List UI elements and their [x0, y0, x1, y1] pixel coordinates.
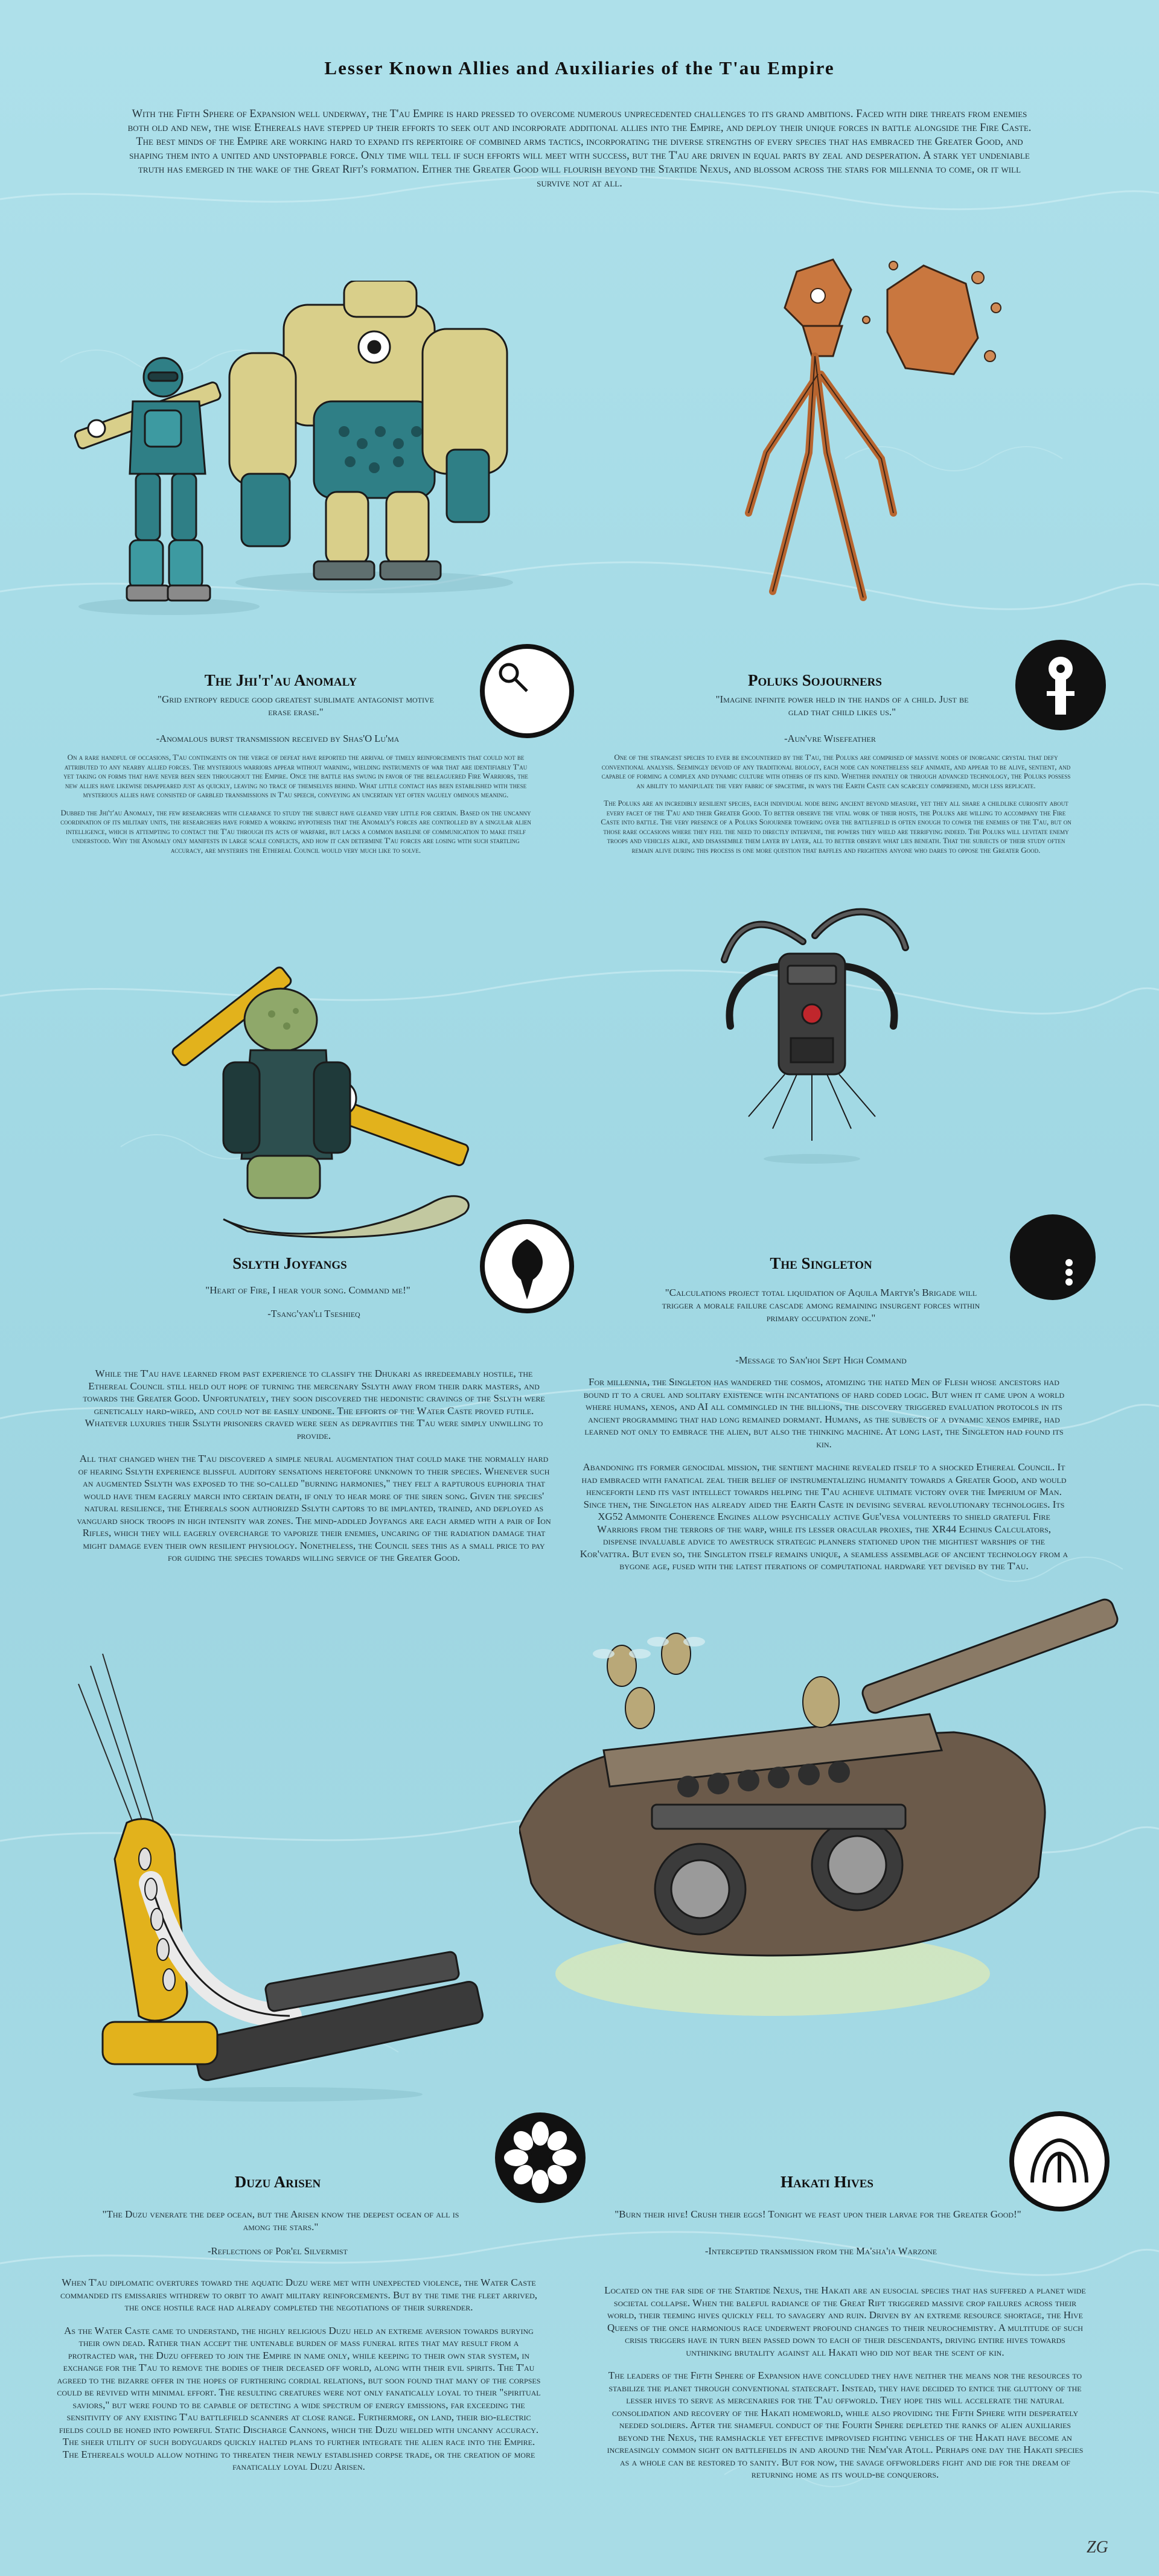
- entry-name-poluks: Poluks Sojourners: [748, 671, 882, 689]
- hive-arch-emblem-icon: [1009, 2111, 1110, 2211]
- sslyth-illustration: [151, 960, 489, 1243]
- entry-body-singleton: [580, 1376, 1068, 1584]
- entry-attribution-duzu: -Reflections of Por'el Silvermist: [208, 2245, 348, 2257]
- entry-paragraph: Abandoning its former genocidal mission, the sentient machine revealed itself to a shocked Ethereal Council. It had embraced with fanatical zeal their belief of instrumentalizing humanity towards a Greater Good, and would henceforth lend its vast intellect towards helping the T'au achieve ultimate victory over the Imperium of Man. Since then, the Singleton has already aided the Earth Caste in devising several revolutionary technologies. Its XG52 Ammonite Coherence Engines allow psychically active Gue'vesa volunteers to shield grateful Fire Warriors from the terrors of the warp, while its lesser oracular proxies, the XR44 Echinus Calculators, dispense invaluable advice to awestruck strategic planners stationed upon the mightiest warships of the Kor'vattra. But even so, the Singleton itself remains unique, a seamless assemblage of ancient technology from a bygone age, fused with the latest iterations of computational hardware yet devised by the T'au.: [580, 1461, 1068, 1572]
- entry-name-jhitau: The Jhi't'au Anomaly: [204, 671, 357, 689]
- entry-name-sslyth: Sslyth Joyfangs: [232, 1254, 347, 1272]
- entry-attribution-jhitau: -Anomalous burst transmission received by Shas'O Lu'ma: [156, 733, 400, 744]
- entry-quote-duzu: "The Duzu venerate the deep ocean, but the Arisen know the deepest ocean of all is among the stars.": [102, 2208, 459, 2233]
- entry-paragraph: On a rare handful of occasions, T'au contingents on the verge of defeat have reported the arrival of timely reinforcements that could not be attributed to any nearby allied forces. The mysterious warriors appear without warning, wielding instruments of war that are identifiably T'au yet taking on forms that have never been seen throughout the Empire. Once the battle has swung in favor of the beleaguered Fire Warriors, the new allies have likewise disappeared just as quickly, leaving no trace of themselves behind. What little contact has been established with these mysterious allies have consisted of garbled transmissions in T'au speech, conveying an uncertain yet often vaguely ominous meaning.: [63, 753, 528, 799]
- entry-attribution-hakati: -Intercepted transmission from the Ma'sha'ia Warzone: [704, 2245, 937, 2257]
- flame-emblem-icon: [480, 1219, 574, 1313]
- entry-quote-singleton: "Calculations project total liquidation of Aquila Martyr's Brigade will trigger a morale failure cascade among remaining insurgent forces within primary occupation zone.": [662, 1287, 980, 1324]
- entry-attribution-singleton: -Message to San'hoi Sept High Command: [735, 1354, 907, 1366]
- dotted-orb-emblem-icon: [1010, 1214, 1096, 1300]
- entry-quote-jhitau: "Grid entropy reduce good greatest sublimate antagonist motive erase erase.": [158, 693, 434, 718]
- entry-body-jhitau: [60, 753, 531, 863]
- entry-paragraph: As the Water Caste came to understand, the highly religious Duzu held an extreme aversion towards burying their own dead. Rather than accept the untenable burden of mass funeral rites that may result from a protracted war, the Duzu offered to join the Empire in name only, while keeping to their own star system, in exchange for the T'au to remove the bodies of their deceased off world, along with their evil spirits. The T'au agreed to the bizarre offer in the hopes of furthering cordial relations, but soon found that many of the corpses could be revived with minimal effort. The resulting creatures were not only fanatically loyal to their "spiritual saviors," but were found to be capable of detecting a wide spectrum of energy emissions, far exceeding the sensitivity of any existing T'au battlefield scanners at close range. Furthermore, on land, their bio-electric fields could be honed into powerful Static Discharge Cannons, which the Duzu wielded with uncanny accuracy. The sheer utility of such bodyguards quickly halted plans to further integrate the alien race into the Empire. The Ethereals would allow nothing to threaten their newly established corpse trade, or the creation of more fanatically loyal Duzu Arisen.: [57, 2324, 541, 2472]
- artist-signature: ZG: [1087, 2538, 1108, 2557]
- entry-attribution-sslyth: -Tsang'yan'li Tseshieq: [267, 1308, 360, 1319]
- entry-paragraph: All that changed when the T'au discovered a simple neural augmentation that could make the normally hard of hearing Sslyth experience blissful auditory sensations heretofore unknown to their species. Whenever such an augmented Sslyth was exposed to the so-called "burning harmonies," they felt a rapturous euphoria that would have them eagerly march into certain death, if only to hear more of the siren song. Given the species' natural resilience, the Ethereals soon authorized Sslyth captors to be implanted, trained, and deployed as vanguard shock troops in high intensity war zones. The mind-addled Joyfangs are each armed with a pair of Ion Rifles, which they will eagerly overcharge to vaporize their enemies, uncaring of the radiation damage that might damage even their own resilient physiology. Nonetheless, the Council sees this as a small price to pay for guiding the species towards willing service of the Greater Good.: [77, 1453, 551, 1563]
- poluks-illustration: [712, 253, 1026, 640]
- entry-paragraph: The Poluks are an incredibly resilient species, each individual node being ancient beyond measure, yet they all share a childlike curiosity about every facet of the T'au and their Greater Good. To better observe the vital work of their hosts, the Poluks are willing to accompany the Fire Caste into battle. The very presence of a Poluks Sojourner towering over the battlefield is often enough to cower the enemies of the T'au, but on those rare occasions where they feel the need to directly intervene, the powers they wield are terrifying indeed. The Poluks will levitate enemy troops and vehicles alike, and disassemble them layer by layer, all to better observe what lies beneath. That the subjects of their study often remain alive during this process is one more question that baffles and frightens anyone who dares to oppose the Greater Good.: [601, 799, 1071, 855]
- duzu-illustration: [36, 1630, 531, 2112]
- hakati-illustration: [519, 1593, 1135, 2064]
- entry-quote-sslyth: "Heart of Fire, I hear your song. Command me!": [205, 1284, 410, 1296]
- entry-quote-poluks: "Imagine infinite power held in the hands of a child. Just be glad that child likes us.": [715, 693, 969, 718]
- entry-paragraph: Located on the far side of the Startide Nexus, the Hakati are an eusocial species that has suffered a planet wide societal collapse. When the baleful radiance of the Great Rift triggered massive crop failures across their world, their teeming hives quickly fell to savagery and ruin. Driven by an extreme resource shortage, the Hive Queens of the once harmonious race underwent profound changes to their neurochemistry. A multitude of such crisis triggers have in turn been passed down to each of their descendants, driving entire hives towards unthinking brutality against all Hakati who did not bear the scent of kin.: [604, 2284, 1086, 2358]
- entry-attribution-poluks: -Aun'vre Wisefeather: [784, 733, 876, 744]
- entry-name-duzu: Duzu Arisen: [234, 2173, 321, 2191]
- keyhole-totem-emblem-icon: [1015, 640, 1106, 730]
- entry-body-hakati: [604, 2284, 1087, 2492]
- entry-paragraph: For millennia, the Singleton has wandered the cosmos, atomizing the hated Men of Flesh whose ancestors had bound it to a cruel and solitary existence with incantations of hard coded logic. But when it came upon a world where humans, xenos, and AI all commingled in the billions, the discovery triggered evaluation protocols in its ancient programming that had long remained dormant. Humans, as the subjects of a dynamic xenos empire, had learned not only to embrace the alien, but also the thinking machine. At long last, the Singleton had found its kin.: [583, 1376, 1065, 1450]
- entry-paragraph: While the T'au have learned from past experience to classify the Dhukari as irredeemably hostile, the Ethereal Council still held out hope of turning the mercenary Sslyth away from their dark masters, and towards the Greater Good. Unfortunately, they soon discovered the hedonistic cravings of the Sslyth were genetically hard-wired, and could not be easily undone. The efforts of the Water Caste proved futile. Whatever luxuries their Sslyth prisoners craved were seen as depravities the T'au were simply unwilling to provide.: [83, 1368, 545, 1441]
- singleton-illustration: [700, 875, 924, 1177]
- entry-quote-hakati: "Burn their hive! Crush their eggs! Tonight we feast upon their larvae for the Greater Good!": [615, 2208, 1021, 2220]
- intro-paragraph: With the Fifth Sphere of Expansion well underway, the T'au Empire is hard pressed to overcome numerous unprecedented challenges to its grand ambitions. Faced with dire threats from enemies both old and new, the wise Ethereals have stepped up their efforts to seek out and incorporate additional allies into the Empire, and deploy their unique forces in battle alongside the Fire Caste. The best minds of the Empire are working hard to expand its repertoire of combined arms tactics, incorporating the diverse strengths of every species that has embraced the Greater Good, and shaping them into a united and unstoppable force. Only time will tell if such efforts will meet with success, but the T'au are driven in equal parts by zeal and desperation. A stark yet undeniable truth has emerged in the wake of the Great Rift's formation. Either the Greater Good will flourish beyond the Startide Nexus, and blossom across the stars for millennia to come, or it will survive not at all.: [127, 108, 1032, 190]
- entry-paragraph: The leaders of the Fifth Sphere of Expansion have concluded they have neither the means nor the resources to stabilize the planet through conventional statecraft. Instead, they have decided to entice the gluttony of the lesser hives to serve as mercenaries for the T'au offworld. They hope this will accelerate the natural consolidation and recovery of the Hakati homeworld, while also providing the Fifth Sphere with desperately needed soldiers. After the shameful conduct of the Fourth Sphere depleted the ranks of alien auxiliaries beyond the Nexus, the ramshackle yet effective improvised fighting vehicles of the Hakati have become an increasingly common sight on battlefields in and around the Nem'yar Atoll. Perhaps one day the Hakati species as a whole can be restored to sanity. But for now, the savage offworlders fight and die for the dream of returning home as its would-be conquerors.: [607, 2370, 1084, 2480]
- eye-circle-emblem-icon: [480, 644, 574, 738]
- radial-petal-emblem-icon: [495, 2112, 586, 2203]
- page-title: Lesser Known Allies and Auxiliaries of the T'au Empire: [324, 57, 835, 78]
- entry-paragraph: When T'au diplomatic overtures toward the aquatic Duzu were met with unexpected violence, the Water Caste commanded its emissaries withdrew to orbit to await military reinforcements. But by the time the fleet arrived, the once hostile race had already completed the negotiations of their surrender.: [60, 2277, 538, 2313]
- entry-paragraph: Dubbed the Jhi't'au Anomaly, the few researchers with clearance to study the subject have gleaned very little for certain. Based on the uncanny coordination of its military units, the researchers have formed a working hypothesis that the Anomaly's forces are controlled by a singular alien intelligence, which is attempting to contact the T'au through its acts of warfare, but lacks a common baseline of communication to make itself understood. Why the Anomaly only manifests in large scale conflicts, and how it can determine T'au forces are losing with such startling accuracy, are mysteries the Ethereal Council would very much like to solve.: [60, 808, 531, 855]
- entry-name-hakati: Hakati Hives: [781, 2173, 873, 2191]
- entry-paragraph: One of the strangest species to ever be encountered by the T'au, the Poluks are comprised of massive nodes of inorganic crystal that defy conventional analysis. Seemingly devoid of any traditional biology, each node can nonetheless self animate, and appear to be alive, sentient, and capable of forming a complex and dynamic culture with others of its kind. Whether innately or through advanced technology, the Poluks possess an ability to manipulate the very fabric of spacetime, in ways the Earth Caste can scarcely comprehend, much less replicate.: [601, 753, 1071, 790]
- entry-body-poluks: [601, 753, 1071, 863]
- jhitau-illustration: [60, 281, 580, 619]
- entry-body-sslyth: [75, 1368, 552, 1575]
- entry-body-duzu: [54, 2277, 543, 2484]
- entry-name-singleton: The Singleton: [770, 1254, 872, 1272]
